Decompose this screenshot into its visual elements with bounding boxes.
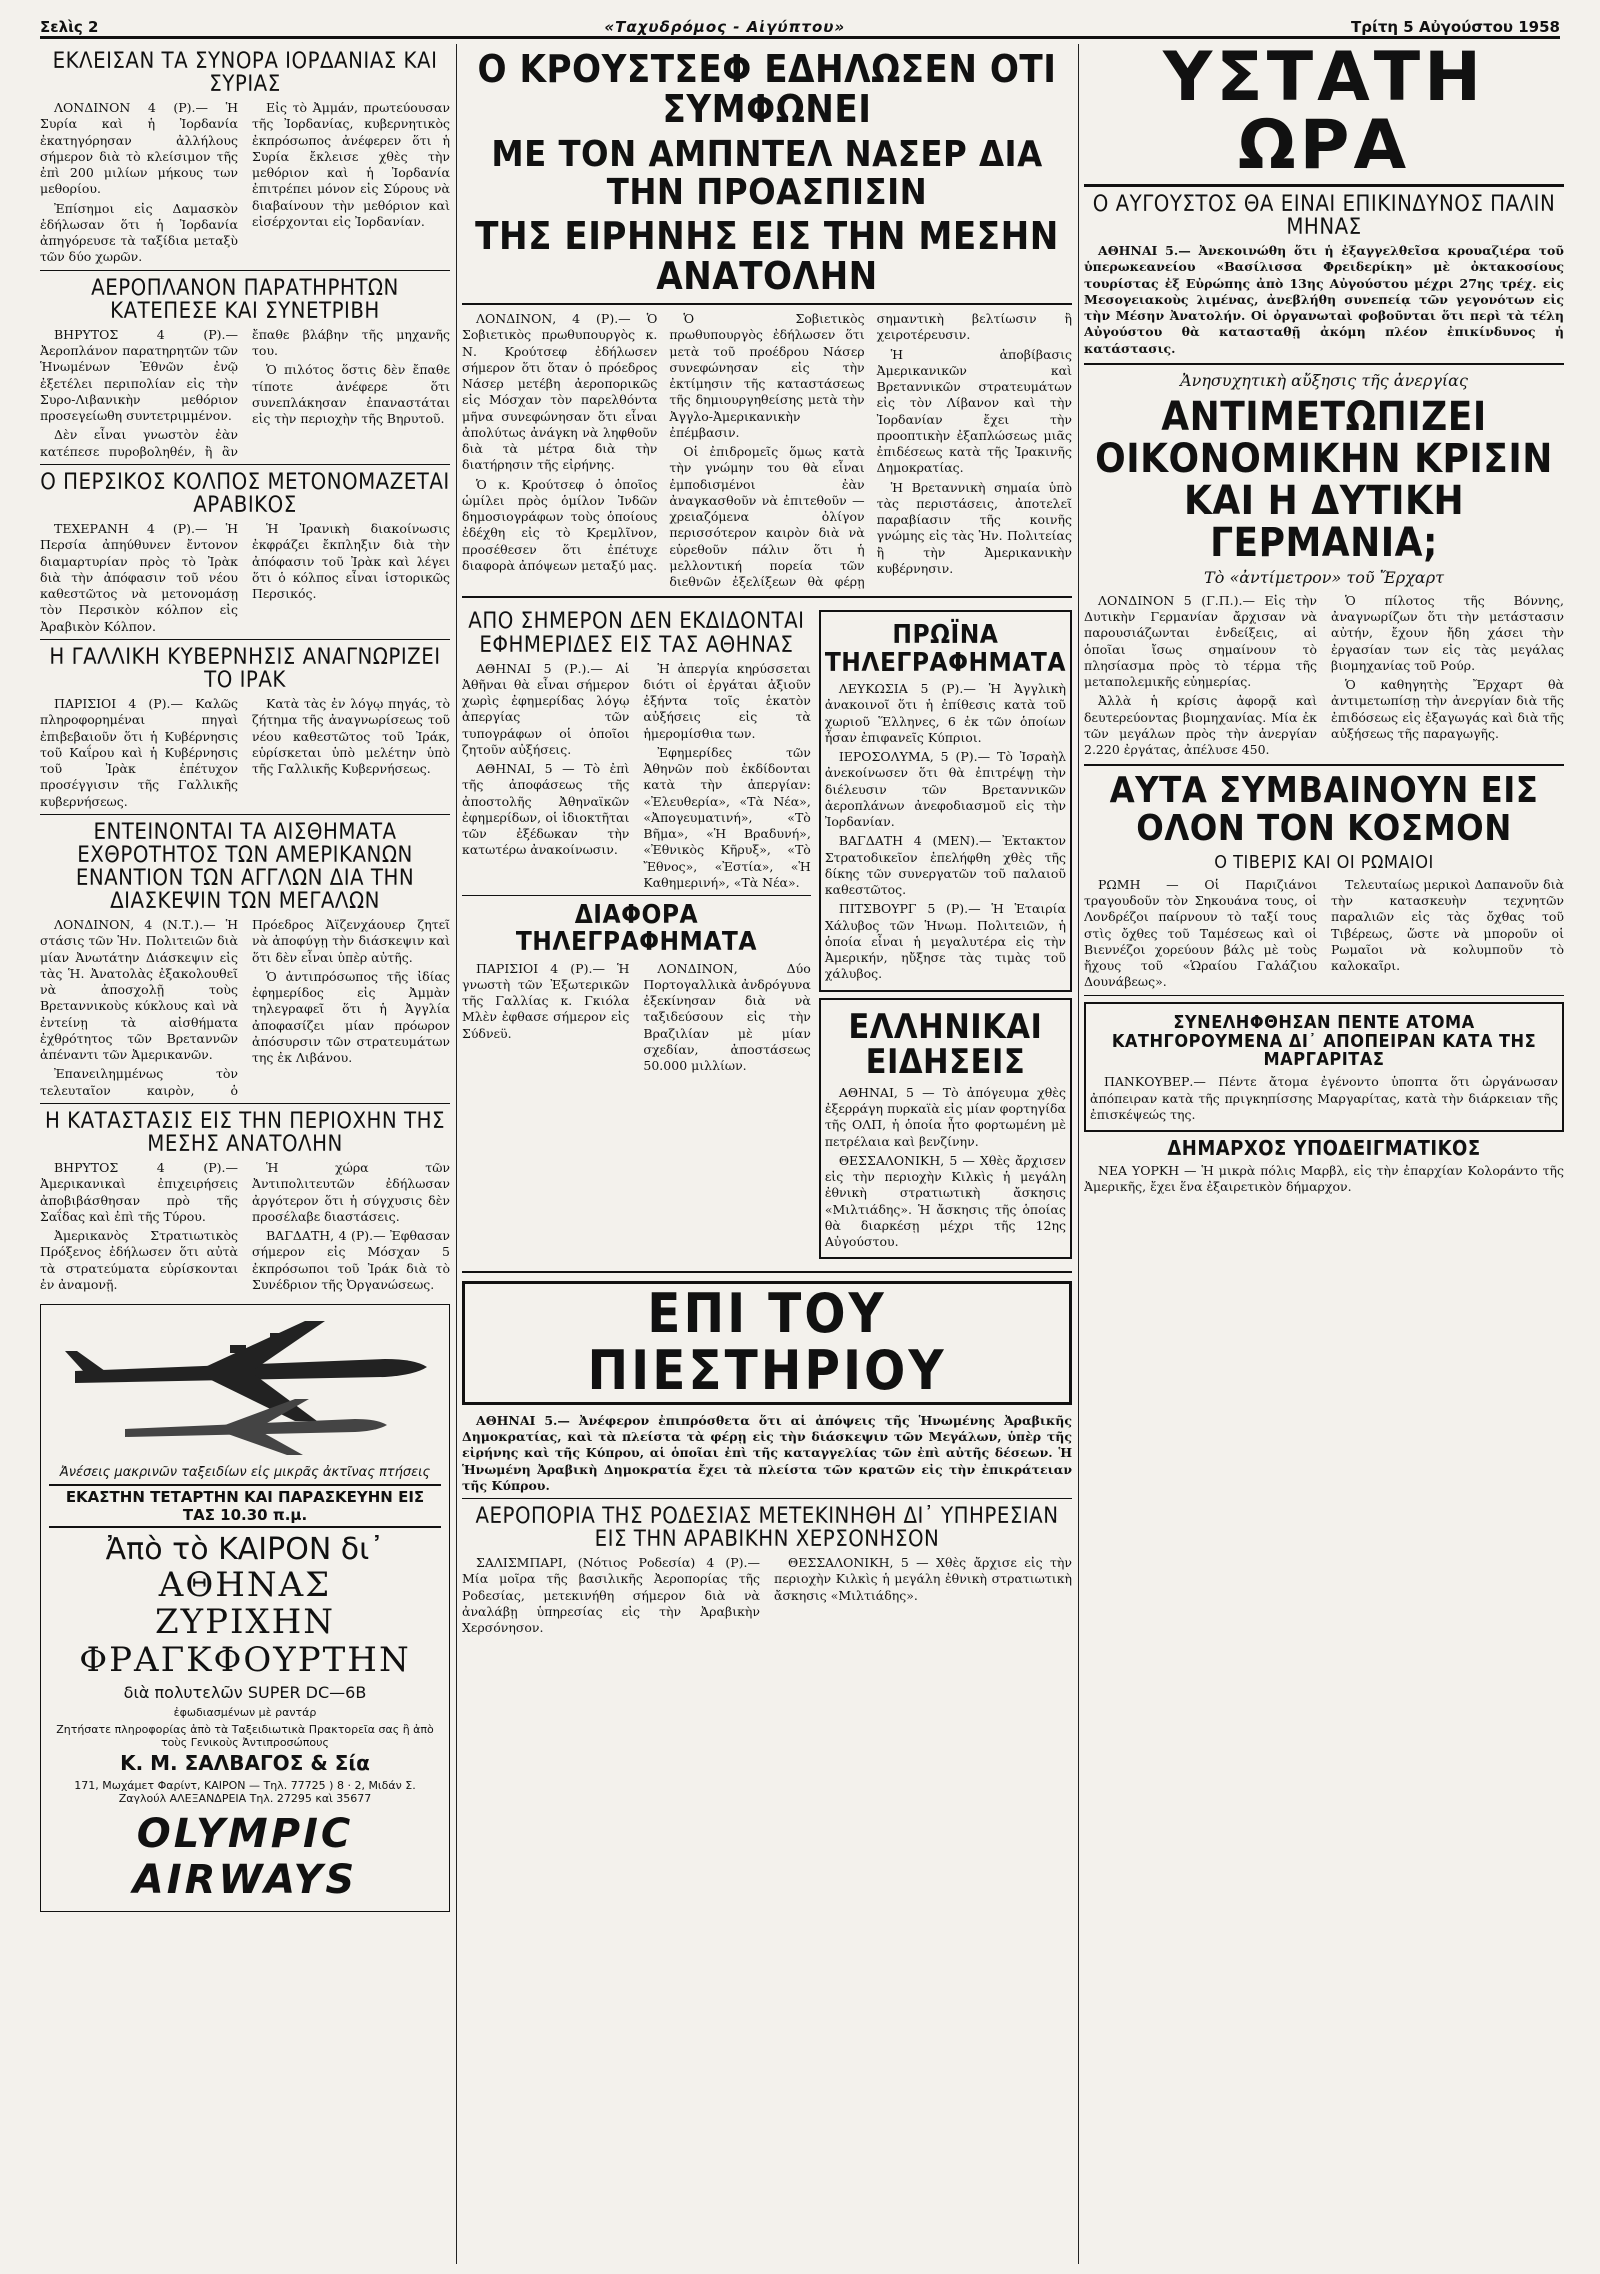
paragraph: Ἐπίσημοι εἰς Δαμασκὸν ἐδήλωσαν ὅτι ἡ Ἰορδανία ἀπηγόρευσε τὰ ταξίδια μεταξὺ τῶν δύο χωρῶν.	[40, 200, 238, 265]
headline: ΑΕΡΟΠΛΑΝΟΝ ΠΑΡΑΤΗΡΗΤΩΝ ΚΑΤΕΠΕΣΕ ΚΑΙ ΣΥΝΕΤΡΙΒΗ	[91, 275, 399, 324]
left-column	[40, 44, 450, 2264]
paragraph: ΛΕΥΚΩΣΙΑ 5 (Ρ).— Ἡ Ἀγγλικὴ ἀνακοινοῖ ὅτι ἡ ἐπίθεσις κατὰ τοῦ χωριοῦ Ἕλληνες, 6 ἐκ τῶν ὁποίων ἦσαν ἐπιφανεῖς Κύπριοι.	[824, 681, 1066, 745]
headline: ΣΥΝΕΛΗΦΘΗΣΑΝ ΠΕΝΤΕ ΑΤΟΜΑ ΚΑΤΗΓΟΡΟΥΜΕΝΑ ΔΙ᾿ ΑΠΟΠΕΙΡΑΝ ΚΑΤΑ ΤΗΣ ΜΑΡΓΑΡΙΤΑΣ	[1111, 1011, 1537, 1071]
headline: ΑΥΤΑ ΣΥΜΒΑΙΝΟΥΝ ΕΙΣ ΟΛΟΝ ΤΟΝ ΚΟΣΜΟΝ	[1109, 770, 1539, 850]
paragraph: Τελευταίως μερικοὶ Δαπανοῦν διὰ τὴν κατασκευὴν τεχνητῶν παραλιῶν εἰς τὰς ὄχθας τοῦ Τιβέρεως, ὥστε νὰ μποροῦν οἱ Ρωμαῖοι νὰ κολυμποῦν τὸ καλοκαῖρι.	[1331, 876, 1564, 974]
paper-name: «Ταχυδρόμος - Αἰγύπτου»	[604, 18, 846, 36]
ad-destination: ΦΡΑΓΚΦΟΥΡΤΗΝ	[79, 1639, 411, 1680]
paragraph: ΑΘΗΝΑΙ 5.— Ἀνεκοινώθη ὅτι ἡ ἐξαγγελθεῖσα κρουαζιέρα τοῦ ὑπερωκεανείου «Βασίλισσα Φρειδερίκη» μὲ ὀκτακοσίους τουρίστας ἐξ Εὐρώπης ἀπὸ 13ης Αὐγούστου μέχρι 27ης τρέχ. εἰς Μεσογειακοὺς λιμένας, ἀνεβλήθη συνεπείᾳ τῶν γεγονότων εἰς τὴν Μέσην Ἀνατολήν. Οἱ ὀργανωταὶ φοβοῦνται ὅτι περὶ τὰ τέλη Αὐγούστου θὰ κατασταθῇ ἀκόμη πλέον ἐπικίνδυνος ἡ κατάστασις.	[1084, 243, 1564, 356]
paragraph: ΑΘΗΝΑΙ, 5 — Τὸ ἀπόγευμα χθὲς ἐξερράγη πυρκαϊὰ εἰς μίαν φορτηγίδα τῆς ΟΛΠ, ἡ ὁποία ἦτο φορτωμένη μὲ πετρέλαια καὶ βενζίνην.	[824, 1084, 1066, 1149]
headline: ΔΗΜΑΡΧΟΣ ΥΠΟΔΕΙΓΜΑΤΙΚΟΣ	[1167, 1136, 1481, 1161]
lead-article	[462, 47, 1072, 590]
masthead	[40, 6, 1560, 39]
paragraph: ΤΕΧΕΡΑΝΗ 4 (Ρ).— Ἡ Περσία ἀπηύθυνεν ἔντονον διαμαρτυρίαν πρὸς τὸ Ἰρὰκ διὰ τὴν ἀπόφασιν τοῦ νέου καθεστῶτος νὰ μετονομάσῃ τὸν Περσικὸν κόλπον εἰς Ἀραβικὸν Κόλπον.	[40, 521, 238, 634]
paragraph: Ὁ Σοβιετικὸς πρωθυπουργὸς ἐδήλωσεν ὅτι μετὰ τοῦ προέδρου Νάσερ συνεφώνησαν εἰς τὴν ἐκτίμησιν τῆς καταστάσεως τῆς δημιουργηθείσης μετὰ τὴν Ἀγγλο-Ἀμερικανικὴν ἐπέμβασιν.	[669, 311, 865, 440]
headline: ΔΙΑΦΟΡΑ ΤΗΛΕΓΡΑΦΗΜΑΤΑ	[515, 900, 757, 958]
paragraph: Ἀμερικανὸς Στρατιωτικὸς Πρόξενος ἐδήλωσεν ὅτι αὐτὰ τὰ στρατεύματα εὑρίσκονται ἐν ἀναμονῇ.	[40, 1228, 238, 1292]
paragraph: ΛΟΝΔΙΝΟΝ, 4 (Ν.Τ.).— Ἡ στάσις τῶν Ἡν. Πολιτειῶν διὰ μίαν Ἀνωτάτην Διάσκεψιν εἰς τὰς Ἡ. Ἀνατολὰς ἐξακολουθεῖ νὰ ἀποσχολῇ τοὺς Βρεταννικοὺς κύκλους καὶ νὰ ἐντείνῃ τὰ αἰσθήματα ἐχθρότητος τῶν Βρεταννῶν ἀπέναντι τῶν Ἀμερικανῶν.	[40, 917, 238, 1063]
paragraph: Δὲν εἶναι γνωστὸν ἐὰν κατέπεσε πυροβοληθέν, ἢ ἂν ἔπαθε βλάβην τῆς μηχανῆς του.	[40, 326, 450, 459]
ad-schedule: ΕΚΑΣΤΗΝ ΤΕΤΑΡΤΗΝ ΚΑΙ ΠΑΡΑΣΚΕΥΗΝ ΕΙΣ ΤΑΣ 10.30 π.μ.	[49, 1484, 441, 1528]
article-august-dangerous	[1084, 193, 1564, 357]
paragraph: Ὁ ἀντιπρόσωπος τῆς ἰδίας ἐφημερίδος εἰς Ἀμμὰν τηλεγραφεῖ ὅτι ἡ Ἀγγλία ἀποφασίζει μίαν πρόωρον ἀπόσυρσιν τῶν στρατευμάτων της ἐκ Λιβάνου.	[252, 968, 450, 1066]
paragraph: Κατὰ τὰς ἐν λόγῳ πηγάς, τὸ ζήτημα τῆς ἀναγνωρίσεως τοῦ νέου καθεστῶτος τοῦ Ἰράκ, εὑρίσκεται ὑπὸ μελέτην ὑπὸ τῆς Γαλλικῆς Κυβερνήσεως.	[252, 696, 450, 776]
ad-aircraft: διὰ πολυτελῶν SUPER DC—6B	[123, 1683, 367, 1703]
late-news-banner: ΥΣΤΑΤΗ ΩΡΑ	[1084, 44, 1564, 187]
paragraph: Οἱ ἐπιδρομεῖς ὅμως κατὰ τὴν γνώμην του θὰ εἶναι ἐμποδισμένοι ἐὰν ἀναγκασθοῦν νὰ ἐπιτεθοῦν — χρειαζόμενα ὀλίγον περισσότερον καιρὸν διὰ νὰ εὑρεθοῦν πάλιν ὅτι ἡ μελλοντική πορεία τῶν διεθνῶν ἐξελίξεων θὰ φέρῃ σημαντικὴ βελτίωσιν ἢ χειροτέρευσιν.	[669, 311, 1072, 590]
article-various-telegrams	[462, 902, 811, 1074]
headline: ΠΡΩΪΝΑ ΤΗΛΕΓΡΑΦΗΜΑΤΑ	[824, 620, 1066, 678]
article-morning-telegrams	[819, 610, 1072, 991]
paragraph: ΠΑΡΙΣΙΟΙ 4 (Ρ).— Ἡ γνωστὴ τῶν Ἐξωτερικῶν τῆς Γαλλίας κ. Γκιόλα Μλὲν ἐφθασε σήμερον εἰς Σύδνεϋ.	[462, 960, 630, 1041]
article-model-mayor	[1084, 1138, 1564, 1196]
column-rule-1	[456, 44, 457, 2264]
ad-brand-logo: OLYMPIC AIRWAYS	[132, 1811, 358, 1904]
paragraph: ΑΘΗΝΑΙ, 5 — Τὸ ἐπὶ τῆς ἀποφάσεως τῆς ἀποστολῆς Ἀθηναϊκῶν ἐφημερίδων, οἱ ἰδιοκτῆται τῶν ἐξέδωκαν τὴν κατωτέρω ἀνακοίνωσιν.	[462, 761, 630, 858]
kicker: Ἀνησυχητικὴ αὔξησις τῆς ἀνεργίας	[1180, 370, 1468, 390]
ad-destination: ΖΥΡΙΧΗΝ	[155, 1602, 335, 1643]
paragraph: Ἡ ἀποβίβασις Ἀμερικανικῶν καὶ Βρεταννικῶν στρατευμάτων εἰς τὸν Λίβανον καὶ τὴν Ἰορδανίαν ἔχει τὴν προοπτικὴν ἐξαπλώσεως μιᾶς ἐπιδέσεως κατὰ τῆς Ἰρακινῆς Δημοκρατίας.	[876, 346, 1072, 476]
page-number: Σελὶς 2	[40, 18, 99, 36]
paragraph: Ὁ καθηγητὴς Ἔρχαρτ θὰ ἀντιμετωπίσῃ τὴν ἀνεργίαν διὰ τῆς ἐπιδόσεως εἰς ἐξαγωγάς καὶ διὰ τῆς αὐξήσεως τῆς παραγωγῆς.	[1331, 677, 1564, 741]
paragraph: Ἐπανειλημμένως τὸν τελευταῖον καιρὸν, ὁ Πρόεδρος Ἀϊζενχάουερ ζητεῖ νὰ ἀποφύγῃ τὴν διάσκεψιν καὶ ὅτι δὲν εἶναι ὑπὲρ αὐτῆς.	[40, 917, 450, 1098]
ad-agent: Κ. Μ. ΣΑΛΒΑΓΟΣ & Σία	[120, 1751, 370, 1776]
headline: ΑΝΤΙΜΕΤΩΠΙΖΕΙ ΟΙΚΟΝΟΜΙΚΗΝ ΚΡΙΣΙΝ ΚΑΙ Η ΔΥΤΙΚΗ ΓΕΡΜΑΝΙΑ;	[1095, 393, 1553, 566]
olympic-airways-ad	[40, 1304, 450, 1912]
paragraph: ΙΕΡΟΣΟΛΥΜΑ, 5 (Ρ).— Τὸ Ἰσραὴλ ἀνεκοίνωσεν ὅτι θὰ ἐπιτρέψῃ τὴν διέλευσιν τῶν Βρεταννικῶν ἀεροπλάνων ἀνεφοδιασμοῦ εἰς τὴν Ἰορδανίαν.	[824, 749, 1066, 829]
paragraph: ΛΟΝΔΙΝΟΝ, 4 (Ρ).— Ὁ Σοβιετικὸς πρωθυπουργὸς κ. Ν. Κρούτσεφ ἐδήλωσεν σήμερον ὅτι ὅταν ὁ πρόεδρος Νάσερ μετέβη ἀεροπορικῶς εἰς Μόσχαν τὸν παρελθόντα μῆνα συνεφώνησαν ὅτι εἶναι ἀπολύτως ἀνάγκη νὰ ληφθοῦν διὰ τὰ μέτρα διὰ τὴν διατήρησιν τῆς εἰρήνης.	[462, 311, 658, 473]
paragraph: Ὁ πιλότος ὅστις δὲν ἔπαθε τίποτε ἀνέφερε ὅτι συνεπλάκησαν ἐπαναστάται εἰς τὴν περιοχὴν τῆς Βηρυτοῦ.	[252, 362, 450, 427]
paragraph: ΡΩΜΗ — Οἱ Παριζιάνοι τραγουδοῦν τὸν Σηκουάνα τους, οἱ Λονδρέζοι παίρνουν τὸ ταξί τους στὶς ὄχθες τοῦ Ταμέσεως καὶ οἱ Βιεννέζοι χορεύουν βάλς μὲ τοὺς ἤχους τοῦ «Ὡραίου Γαλάζιου Δουνάβεως».	[1084, 876, 1317, 990]
right-column	[1084, 44, 1564, 2264]
paragraph: Ἡ Βρεταννικὴ σημαία ὑπὸ τὰς περιστάσεις, ἀποτελεῖ παραβίασιν τῆς κοινῆς γνώμης εἰς τὰς Ἡν. Πολιτείας ἢ τὴν Ἀμερικανικὴν κυβέρνησιν.	[876, 479, 1072, 576]
article-five-arrested	[1084, 1002, 1564, 1132]
article-west-germany	[1084, 371, 1564, 759]
paragraph: Ὁ πίλοτος τῆς Βόννης, ἀναγνωρίζων ὅτι τὴν μετάστασιν αὐτήν, ἔχουν ἤδη χάσει τὴν ἐργασίαν των εἰς τὰς μεγάλας βιομηχανίας τοῦ Ρούρ.	[1331, 592, 1564, 673]
paragraph: Ἡ Ἰρανικὴ διακοίνωσις ἐκφράζει ἔκπληξιν διὰ τὴν ἀπόφασιν τοῦ Ἰρὰκ καὶ λέγει ὅτι ὁ κόλπος εἶναι ἱστορικῶς Περσικός.	[252, 521, 450, 602]
paragraph: ΛΟΝΔΙΝΟΝ 5 (Γ.Π.).— Εἰς τὴν Δυτικὴν Γερμανίαν ἄρχισαν νὰ παρουσιάζωνται ἐνδείξεις, αἱ ὁποῖαι ἴσως σημαίνουν τὸ πλησίασμα πρὸς τὸ τέρμα τῆς μεταπολεμικῆς εὐημερίας.	[1084, 592, 1317, 690]
paragraph: Ἡ χώρα τῶν Ἀντιπολιτευτῶν ἐδήλωσαν ἀργότερον ὅτι ἡ σύγχυσις δὲν προσέλαβε διαστάσεις.	[252, 1160, 450, 1224]
article-persian-gulf	[40, 471, 450, 635]
headline: ΑΠΟ ΣΗΜΕΡΟΝ ΔΕΝ ΕΚΔΙΔΟΝΤΑΙ ΕΦΗΜΕΡΙΔΕΣ ΕΙΣ ΤΑΣ ΑΘΗΝΑΣ	[468, 609, 805, 658]
paragraph: ΒΑΓΔΑΤΗ 4 (ΜΕΝ).— Ἐκτακτον Στρατοδικεῖον ἐπελήφθη χθὲς τῆς δίκης τῶν συνεργατῶν τοῦ παλαιοῦ καθεστῶτος.	[824, 833, 1066, 897]
center-column	[462, 44, 1072, 2264]
article-american-hostility	[40, 821, 450, 1099]
article-observer-plane	[40, 277, 450, 460]
headline: ΕΛΛΗΝΙΚΑΙ ΕΙΔΗΣΕΙΣ	[848, 1006, 1043, 1083]
article-france-iraq	[40, 646, 450, 810]
paragraph: ΛΟΝΔΙΝΟΝ 4 (Ρ).— Ἡ Συρία καὶ ἡ Ἰορδανία ἐκατηγόρησαν ἀλλήλους σήμερον διὰ τὸ κλείσιμον τῆς ἐπὶ 200 μιλίων μήκους των μεθορίου.	[40, 100, 238, 197]
article-rhodesia-air-force	[462, 1505, 1072, 1636]
headline: Ο ΠΕΡΣΙΚΟΣ ΚΟΛΠΟΣ ΜΕΤΟΝΟΜΑΖΕΤΑΙ ΑΡΑΒΙΚΟΣ	[40, 469, 450, 518]
paragraph: ΑΘΗΝΑΙ 5 (Ρ.).— Αἱ Ἀθῆναι θὰ εἶναι σήμερον χωρὶς ἐφημερίδας λόγῳ ἀπεργίας τῶν τυπογράφων οἱ ὁποῖοι ζητοῦν αὐξήσεις.	[462, 660, 630, 757]
paragraph: Εἰς τὸ Ἀμμάν, πρωτεύουσαν τῆς Ἰορδανίας, κυβερνητικὸς ἐκπρόσωπος ἀνέφερεν ὅτι ἡ Συρία ἔκλεισε χθὲς τὴν μεθόριον καὶ ἡ Ἰορδανία ἐπιτρέπει μόνον εἰς Σύρους νὰ διαβαίνουν τὴν μεθόριον καὶ εἰσέρχονται εἰς Ἰορδανίαν.	[252, 100, 450, 229]
article-no-newspapers	[462, 610, 811, 891]
paragraph: Ὁ κ. Κρούτσεφ ὁ ὁποῖος ὡμίλει πρὸς ὁμίλον Ἰνδῶν δημοσιογράφων τοὺς ὁποίους ἐδέχθη εἰς τὸ Κρεμλῖνον, προσέθεσεν ὅτι ἐπέτυχε διαφορὰ ἀπόψεων μεταξύ μας.	[462, 476, 658, 573]
paragraph: Ἐφημερίδες τῶν Ἀθηνῶν ποὺ ἐκδίδονται κατὰ τὴν ἀπεργίαν: «Ἐλευθερία», «Τὰ Νέα», «Ἀπογευματινή», «Τὸ Βῆμα», «Ἡ Βραδυνή», «Ἐθνικὸς Κῆρυξ», «Τὸ Ἔθνος», «Ἐστία», «Ἡ Καθημερινή», «Τὰ Νέα».	[643, 744, 811, 890]
paragraph: ΠΙΤΣΒΟΥΡΓ 5 (Ρ).— Ἡ Ἑταιρία Χάλυβος τῶν Ἡνωμ. Πολιτειῶν, ἡ ὁποία εἶναι ἡ μεγαλυτέρα εἰς τὴν Ἀμερικήν, ηὔξησε τὰς τιμὰς τοῦ χάλυβος.	[824, 901, 1066, 982]
paragraph: ΝΕΑ ΥΟΡΚΗ — Ἡ μικρὰ πόλις Μαρβλ, εἰς τὴν ἐπαρχίαν Κολοράντο τῆς Ἀμερικῆς, ἔχει ἕνα ἐξαιρετικὸν δήμαρχον.	[1084, 1163, 1564, 1195]
paragraph: Ἀλλὰ ἡ κρίσις ἀφορᾷ καὶ δευτερεύοντας βιομηχανίας. Μία ἐκ τῶν μεγάλων πρὸς τὴν ἀνεργίαν 2.220 ἐργάτας, ἀπέλυσε 450.	[1084, 693, 1317, 758]
subheadline: Ο ΤΙΒΕΡΙΣ ΚΑΙ ΟΙ ΡΩΜΑΙΟΙ	[1214, 852, 1434, 874]
paragraph: ΣΑΛΙΣΜΠΑΡΙ, (Νότιος Ροδεσία) 4 (Ρ).— Μία μοῖρα τῆς βασιλικῆς Ἀεροπορίας τῆς Ροδεσίας, μετεκινήθη σήμερον διὰ νὰ ἀναλάβῃ ὑπηρεσίας εἰς τὴν Ἀραβικὴν Χερσόνησον.	[462, 1555, 760, 1636]
ad-contact: Ζητήσατε πληροφορίας ἀπὸ τὰ Ταξειδιωτικὰ Πρακτορεῖα σας ἢ ἀπὸ τοὺς Γενικοὺς Ἀντιπροσώπους	[56, 1723, 434, 1750]
paragraph: ΘΕΣΣΑΛΟΝΙΚΗ, 5 — Χθὲς ἄρχισε εἰς τὴν περιοχὴν Κιλκὶς ἡ μεγάλη ἐθνικὴ στρατιωτικὴ ἄσκησις «Μιλτιάδης».	[774, 1555, 1072, 1603]
headline: Ο ΑΥΓΟΥΣΤΟΣ ΘΑ ΕΙΝΑΙ ΕΠΙΚΙΝΔΥΝΟΣ ΠΑΛΙΝ ΜΗΝΑΣ	[1092, 192, 1556, 241]
subheadline: Τὸ «ἀντίμετρον» τοῦ Ἔρχαρτ	[1204, 567, 1444, 587]
ad-address: 171, Μωχάμετ Φαρίντ, ΚΑΙΡΟΝ — Τηλ. 77725 ) 8 · 2, Μιδάν Σ. Ζαγλούλ ΑΛΕΞΑΝΔΡΕΙΑ Τηλ. 27295 καὶ 35677	[74, 1779, 416, 1806]
paragraph: ΒΑΓΔΑΤΗ, 4 (Ρ).— Ἐφθασαν σήμερον εἰς Μόσχαν 5 ἐκπρόσωποι τοῦ Ἰράκ διὰ τὸ Συνέδριον τῆς Ὀργανώσεως.	[252, 1228, 450, 1292]
article-middle-east-situation	[40, 1110, 450, 1296]
headline: ΕΝΤΕΙΝΟΝΤΑΙ ΤΑ ΑΙΣΘΗΜΑΤΑ ΕΧΘΡΟΤΗΤΟΣ ΤΩΝ ΑΜΕΡΙΚΑΝΩΝ ΕΝΑΝΤΙΟΝ ΤΩΝ ΑΓΓΛΩΝ ΔΙΑ ΤΗΝ ΔΙΑΣΚΕΨΙΝ ΤΩΝ ΜΕΓΑΛΩΝ	[75, 819, 415, 915]
headline: ΕΠΙ ΤΟΥ ΠΙΕΣΤΗΡΙΟΥ	[587, 1282, 947, 1403]
headline: ΑΕΡΟΠΟΡΙΑ ΤΗΣ ΡΟΔΕΣΙΑΣ ΜΕΤΕΚΙΝΗΘΗ ΔΙ᾿ ΥΠΗΡΕΣΙΑΝ ΕΙΣ ΤΗΝ ΑΡΑΒΙΚΗΝ ΧΕΡΣΟΝΗΣΟΝ	[475, 1504, 1059, 1553]
paragraph: ΒΗΡΥΤΟΣ 4 (Ρ).— Ἀμερικανικαὶ ἐπιχειρήσεις ἀποβιβάσθησαν πρὸ τῆς Σαΐδας καὶ ἐπὶ τῆς Τύρου.	[40, 1160, 238, 1224]
lead-headline-1: Ο ΚΡΟΥΣΤΣΕΦ ΕΔΗΛΩΣΕΝ ΟΤΙ ΣΥΜΦΩΝΕΙ	[477, 47, 1057, 131]
paragraph: ΠΑΝΚΟΥΒΕΡ.— Πέντε ἄτομα ἐγένοντο ὑποπτα ὅτι ὠργάνωσαν ἀπόπειραν κατὰ τῆς πριγκηπίσσης Μαργαρίτας, κατὰ τὴν διάρκειαν τῆς ἐπισκέψεώς της.	[1090, 1074, 1558, 1122]
ad-origin: Ἀπὸ τὸ ΚΑΙΡΟΝ δι᾿	[105, 1532, 385, 1568]
paragraph: ΠΑΡΙΣΙΟΙ 4 (Ρ).— Καλῶς πληροφορημέναι πηγαὶ ἐπιβεβαιοῦν ὅτι ἡ Κυβέρνησις τοῦ Καΐρου καὶ ἡ Κυβέρνησις τοῦ Ἰρὰκ ἐπέτυχον προσέγγισιν τῆς Γαλλικῆς κυβερνήσεως.	[40, 696, 238, 809]
lead-headline-3: ΤΗΣ ΕΙΡΗΝΗΣ ΕΙΣ ΤΗΝ ΜΕΣΗΝ ΑΝΑΤΟΛΗΝ	[475, 214, 1059, 299]
paragraph: ΛΟΝΔΙΝΟΝ, Δύο Πορτογαλλικὰ ἀνδρόγυνα ἐξεκίνησαν διὰ νὰ ταξιδεύσουν εἰς τὴν Βραζιλίαν μὲ μίαν σχεδίαν, ἀποστάσεως 50.000 μιλλίων.	[643, 960, 811, 1074]
paragraph: ΑΘΗΝΑΙ 5.— Ἀνέφερον ἐπιπρόσθετα ὅτι αἱ ἀπόψεις τῆς Ἡνωμένης Ἀραβικῆς Δημοκρατίας, καὶ τὰ πλείστα τὰ φέρῃ εἰς τὴν διάσκεψιν τῶν Μεγάλων, ὑπὲρ τῆς εἰρήνης καὶ τῆς Κύπρου, αἱ ὁποῖαι ἐπὶ τῆς καταγγελίας τῶν ἐπὶ αὐτῆς δέσεων. Ἡ Ἡνωμένη Ἀραβικὴ Δημοκρατία ἔχει τὰ πλείστα τῶν κρατῶν εἰς τὴν ἐπικράτειαν τῆς Κύπρου.	[462, 1412, 1072, 1493]
issue-date: Τρίτη 5 Αὐγούστου 1958	[1351, 18, 1560, 36]
article-borders-closed	[40, 50, 450, 266]
ad-tagline: Ἀνέσεις μακρινῶν ταξειδίων εἰς μικρᾶς ἀκτῖνας πτήσεις	[59, 1465, 431, 1481]
ad-radar: ἐφωδιασμένων μὲ ραντάρ	[173, 1706, 317, 1720]
airplane-icon	[55, 1311, 435, 1461]
paragraph: Ἡ ἀπεργία κηρύσσεται διότι οἱ ἐργάται ἀξιοῦν ἐξήντα τοῖς ἑκατὸν αὐξήσεις εἰς τὰ ἡμερομίσθια των.	[643, 660, 811, 741]
article-around-the-world	[1084, 772, 1564, 990]
column-rule-2	[1078, 44, 1079, 2264]
paragraph: ΘΕΣΣΑΛΟΝΙΚΗ, 5 — Χθὲς ἄρχισεν εἰς τὴν περιοχὴν Κιλκὶς ἡ μεγάλη ἐθνικὴ στρατιωτικὴ ἄσκησις «Μιλτιάδης». Ἡ ἄσκησις τῆς ὁποίας θὰ διαρκέσῃ μέχρι τῆς 12ης Αὐγούστου.	[824, 1152, 1066, 1250]
headline: Η ΓΑΛΛΙΚΗ ΚΥΒΕΡΝΗΣΙΣ ΑΝΑΓΝΩΡΙΖΕΙ ΤΟ ΙΡΑΚ	[49, 644, 441, 693]
article-greek-news	[819, 998, 1072, 1260]
headline: ΕΚΛΕΙΣΑΝ ΤΑ ΣΥΝΟΡΑ ΙΟΡΔΑΝΙΑΣ ΚΑΙ ΣΥΡΙΑΣ	[52, 49, 438, 98]
paragraph: ΒΗΡΥΤΟΣ 4 (Ρ).— Ἀεροπλάνον παρατηρητῶν τῶν Ἡνωμένων Ἐθνῶν ἐνῷ ἐξετέλει περιπολίαν εἰς τὴν Συρο-Λιβανικὴν μεθόριον προσεγείωθη συντετριμμένον.	[40, 326, 238, 424]
lead-headline-2: ΜΕ ΤΟΝ ΑΜΠΝΤΕΛ ΝΑΣΕΡ ΔΙΑ ΤΗΝ ΠΡΟΑΣΠΙΣΙΝ	[491, 133, 1043, 213]
headline: Η ΚΑΤΑΣΤΑΣΙΣ ΕΙΣ ΤΗΝ ΠΕΡΙΟΧΗΝ ΤΗΣ ΜΕΣΗΣ ΑΝΑΤΟΛΗΝ	[45, 1108, 445, 1157]
ad-destination: ΑΘΗΝΑΣ	[158, 1565, 332, 1606]
article-on-the-press	[462, 1281, 1072, 1494]
